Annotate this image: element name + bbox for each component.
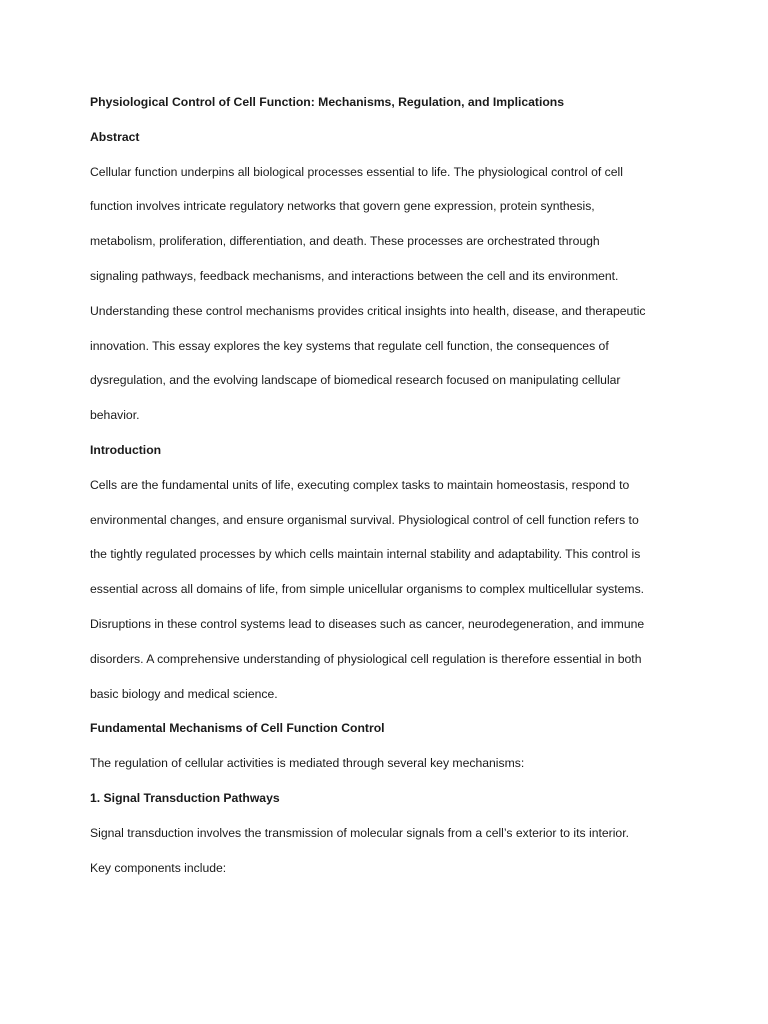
document-title: Physiological Control of Cell Function: Mechanisms, Regulation, and Implications <box>90 95 565 109</box>
abstract-line: dysregulation, and the evolving landscape of biomedical research focused on manipulating cellular <box>90 373 621 388</box>
mechanisms-heading: Fundamental Mechanisms of Cell Function Control <box>90 721 385 736</box>
introduction-line: environmental changes, and ensure organismal survival. Physiological control of cell function refers to <box>90 512 639 527</box>
abstract-heading: Abstract <box>90 129 140 144</box>
document-body <box>90 92 680 892</box>
introduction-heading: Introduction <box>90 442 162 457</box>
introduction-line: basic biology and medical science. <box>90 686 278 701</box>
abstract-line: signaling pathways, feedback mechanisms, and interactions between the cell and its environment. <box>90 268 619 283</box>
introduction-line: Cells are the fundamental units of life, executing complex tasks to maintain homeostasis, respond to <box>90 477 630 492</box>
signal-transduction-line: Key components include: <box>90 860 227 875</box>
mechanisms-intro: The regulation of cellular activities is mediated through several key mechanisms: <box>90 756 525 771</box>
abstract-line: function involves intricate regulatory networks that govern gene expression, protein synthesis, <box>90 199 595 214</box>
abstract-line: metabolism, proliferation, differentiation, and death. These processes are orchestrated through <box>90 234 600 249</box>
introduction-line: the tightly regulated processes by which cells maintain internal stability and adaptability. This control is <box>90 547 641 562</box>
introduction-line: disorders. A comprehensive understanding of physiological cell regulation is therefore essential in both <box>90 651 642 666</box>
abstract-line: Cellular function underpins all biological processes essential to life. The physiological control of cell <box>90 164 623 179</box>
abstract-line: behavior. <box>90 408 140 423</box>
signal-transduction-line: Signal transduction involves the transmission of molecular signals from a cell’s exterior to its interior. <box>90 825 629 840</box>
introduction-line: essential across all domains of life, from simple unicellular organisms to complex multicellular systems. <box>90 582 645 597</box>
abstract-line: Understanding these control mechanisms provides critical insights into health, disease, and therapeutic <box>90 303 646 318</box>
abstract-line: innovation. This essay explores the key systems that regulate cell function, the consequences of <box>90 338 609 353</box>
signal-transduction-heading: 1. Signal Transduction Pathways <box>90 790 280 805</box>
introduction-line: Disruptions in these control systems lead to diseases such as cancer, neurodegeneration, and immune <box>90 616 645 631</box>
